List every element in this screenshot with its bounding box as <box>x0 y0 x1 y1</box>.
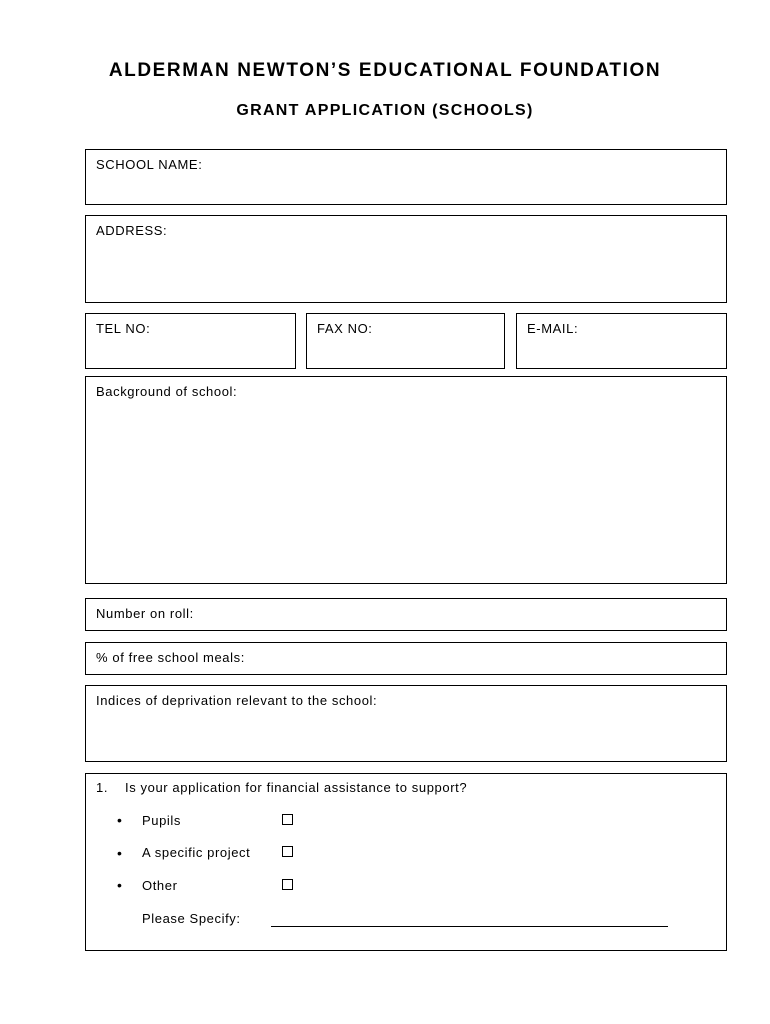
please-specify-line[interactable] <box>271 926 668 927</box>
school-name-field[interactable] <box>85 149 727 205</box>
background-field[interactable] <box>85 376 727 584</box>
free-meals-field[interactable] <box>85 642 727 675</box>
form-title: ALDERMAN NEWTON’S EDUCATIONAL FOUNDATION <box>108 60 662 81</box>
school-name-label: SCHOOL NAME: <box>96 157 203 172</box>
option-other-label: Other <box>142 878 178 893</box>
pupils-checkbox[interactable] <box>282 814 293 825</box>
fax-label: FAX NO: <box>317 321 373 336</box>
bullet-icon: • <box>117 845 122 861</box>
option-pupils-label: Pupils <box>142 813 182 828</box>
number-on-roll-label: Number on roll: <box>96 606 194 621</box>
tel-label: TEL NO: <box>96 321 151 336</box>
tel-field[interactable] <box>85 313 296 369</box>
form-subtitle: GRANT APPLICATION (SCHOOLS) <box>236 102 534 119</box>
email-label: E-MAIL: <box>527 321 579 336</box>
question-1-text: Is your application for financial assistance to support? <box>125 780 468 795</box>
question-1-number: 1. <box>96 780 109 795</box>
background-label: Background of school: <box>96 384 238 399</box>
free-meals-label: % of free school meals: <box>96 650 245 665</box>
deprivation-field[interactable] <box>85 685 727 762</box>
option-project-label: A specific project <box>142 845 251 860</box>
bullet-icon: • <box>117 812 122 828</box>
deprivation-label: Indices of deprivation relevant to the school: <box>96 693 378 708</box>
number-on-roll-field[interactable] <box>85 598 727 631</box>
bullet-icon: • <box>117 877 122 893</box>
please-specify-label: Please Specify: <box>142 911 241 926</box>
project-checkbox[interactable] <box>282 846 293 857</box>
other-checkbox[interactable] <box>282 879 293 890</box>
fax-field[interactable] <box>306 313 505 369</box>
address-label: ADDRESS: <box>96 223 168 238</box>
email-field[interactable] <box>516 313 727 369</box>
address-field[interactable] <box>85 215 727 303</box>
